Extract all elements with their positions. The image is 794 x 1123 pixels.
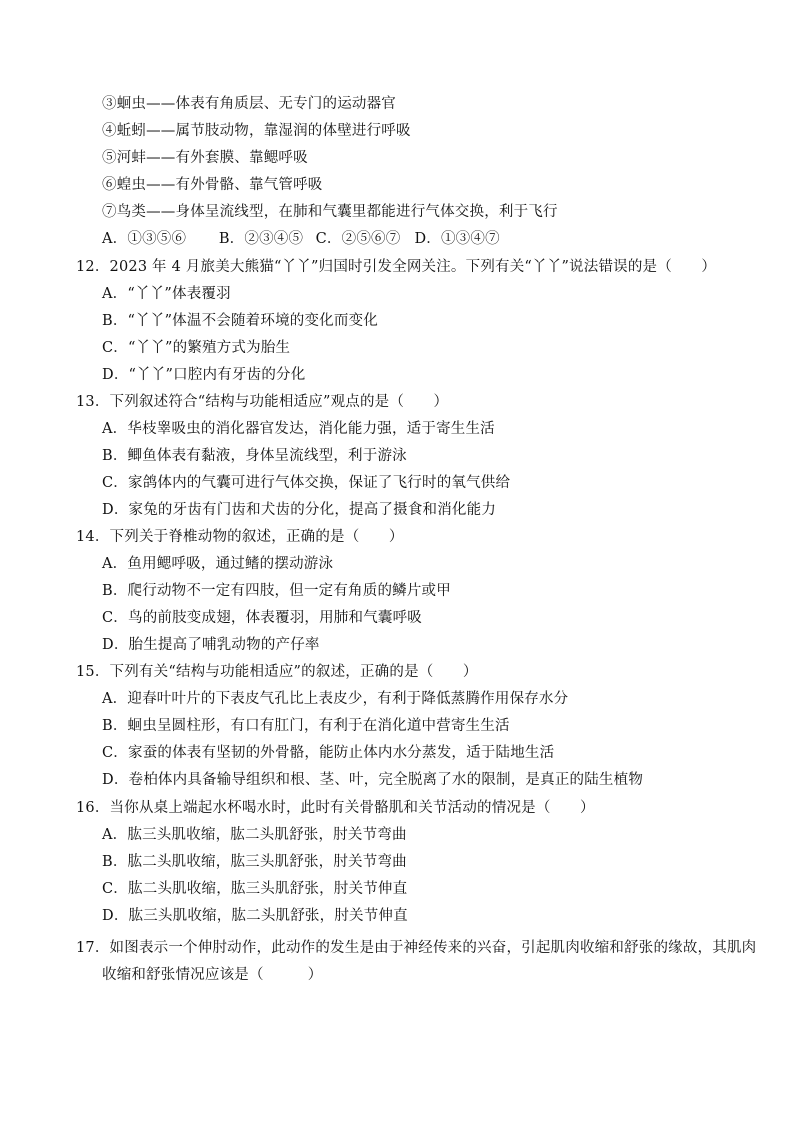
q15-option-d: D．卷柏体内具备输导组织和根、茎、叶，完全脱离了水的限制，是真正的陆生植物 bbox=[102, 772, 644, 788]
q15-stem: 15．下列有关“结构与功能相适应”的叙述，正确的是（ ） bbox=[76, 664, 478, 680]
q12-option-d: D．“丫丫”口腔内有牙齿的分化 bbox=[102, 367, 306, 383]
q12-option-a: A．“丫丫”体表覆羽 bbox=[102, 286, 231, 302]
q11-option-d: D．①③④⑦ bbox=[414, 231, 500, 247]
q16-stem: 16．当你从桌上端起水杯喝水时，此时有关骨骼肌和关节活动的情况是（ ） bbox=[76, 800, 595, 816]
q14-stem: 14．下列关于脊椎动物的叙述，正确的是（ ） bbox=[76, 529, 404, 545]
q15-option-a: A．迎春叶叶片的下表皮气孔比上表皮少，有利于降低蒸腾作用保存水分 bbox=[102, 691, 569, 707]
q11-options bbox=[102, 229, 500, 249]
q12-option-b: B．“丫丫”体温不会随着环境的变化而变化 bbox=[102, 313, 378, 329]
q16-option-b: B．肱二头肌收缩，肱三头肌舒张，肘关节弯曲 bbox=[102, 854, 407, 870]
q15-option-c: C．家蚕的体表有坚韧的外骨骼，能防止体内水分蒸发，适于陆地生活 bbox=[102, 745, 555, 761]
q14-option-b: B．爬行动物不一定有四肢，但一定有角质的鳞片或甲 bbox=[102, 583, 451, 599]
q13-option-c: C．家鸽体内的气囊可进行气体交换，保证了飞行时的氧气供给 bbox=[102, 475, 511, 491]
q11-option-a: A．①③⑤⑥ bbox=[102, 231, 187, 247]
q11-item-3: ③蛔虫——体表有角质层、无专门的运动器官 bbox=[102, 96, 396, 112]
q13-stem: 13．下列叙述符合“结构与功能相适应”观点的是（ ） bbox=[76, 394, 449, 410]
q17-stem-line1: 17．如图表示一个伸肘动作，此动作的发生是由于神经传来的兴奋，引起肌肉收缩和舒张的缘故，其肌肉 bbox=[76, 940, 757, 956]
q17-stem-line2: 收缩和舒张情况应该是（ ） bbox=[102, 967, 323, 983]
q15-option-b: B．蛔虫呈圆柱形，有口有肛门，有利于在消化道中营寄生生活 bbox=[102, 718, 510, 734]
q11-item-7: ⑦鸟类——身体呈流线型，在肺和气囊里都能进行气体交换，利于飞行 bbox=[102, 204, 558, 220]
q16-option-c: C．肱二头肌收缩，肱三头肌舒张，肘关节伸直 bbox=[102, 881, 408, 897]
q13-option-b: B．鲫鱼体表有黏液，身体呈流线型，利于游泳 bbox=[102, 448, 407, 464]
q16-option-a: A．肱三头肌收缩，肱二头肌舒张，肘关节弯曲 bbox=[102, 827, 407, 843]
q11-item-4: ④蚯蚓——属节肢动物，靠湿润的体壁进行呼吸 bbox=[102, 123, 411, 139]
q11-item-5: ⑤河蚌——有外套膜、靠鳃呼吸 bbox=[102, 150, 308, 166]
q12-stem: 12．2023 年 4 月旅美大熊猫“丫丫”归国时引发全网关注。下列有关“丫丫”说法错误的是（ ） bbox=[76, 259, 717, 275]
q14-option-c: C．鸟的前肢变成翅，体表覆羽，用肺和气囊呼吸 bbox=[102, 610, 422, 626]
q11-option-b: B．②③④⑤ bbox=[218, 231, 304, 247]
q12-option-c: C．“丫丫”的繁殖方式为胎生 bbox=[102, 340, 291, 356]
q13-option-a: A．华枝睾吸虫的消化器官发达，消化能力强，适于寄生生活 bbox=[102, 421, 495, 437]
q11-item-6: ⑥蝗虫——有外骨骼、靠气管呼吸 bbox=[102, 177, 323, 193]
q16-option-d: D．肱三头肌收缩，肱二头肌舒张，肘关节伸直 bbox=[102, 908, 408, 924]
q14-option-d: D．胎生提高了哺乳动物的产仔率 bbox=[102, 637, 320, 653]
q11-option-c: C．②⑤⑥⑦ bbox=[315, 231, 401, 247]
q14-option-a: A．鱼用鳃呼吸，通过鳍的摆动游泳 bbox=[102, 556, 334, 572]
q13-option-d: D．家兔的牙齿有门齿和犬齿的分化，提高了摄食和消化能力 bbox=[102, 502, 497, 518]
